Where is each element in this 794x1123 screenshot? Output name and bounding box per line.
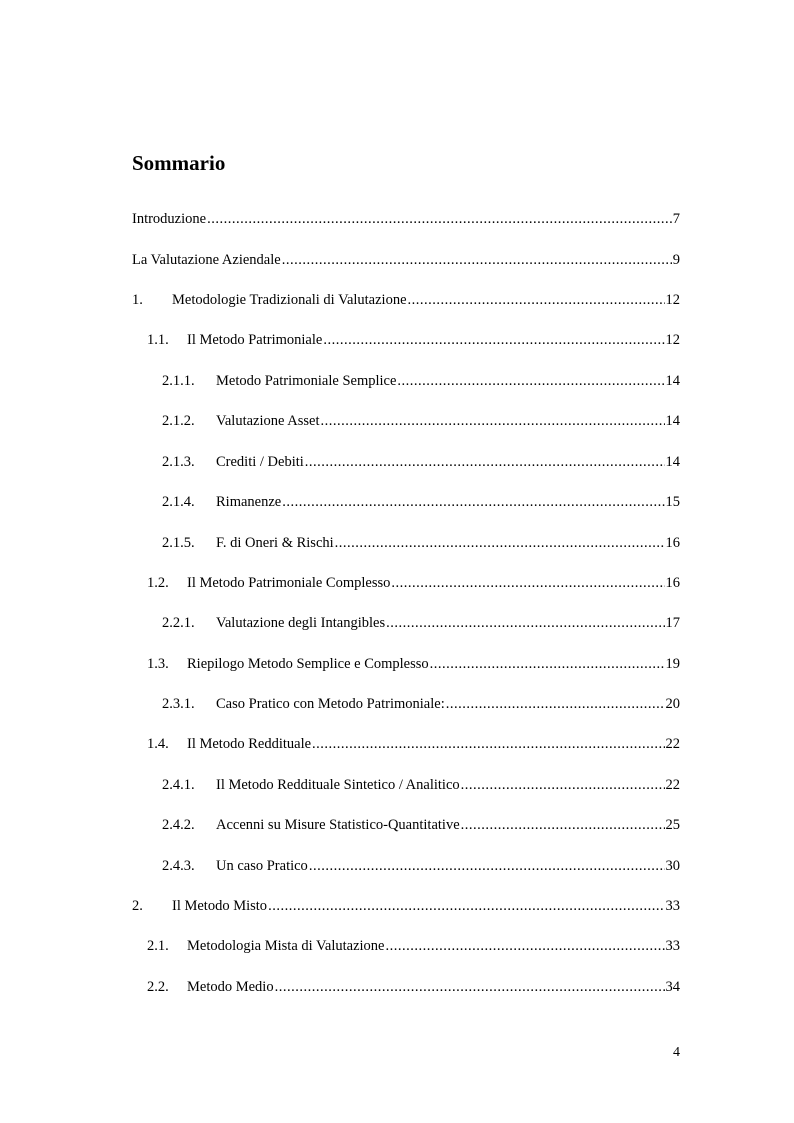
toc-entry-page: 19 xyxy=(665,656,680,672)
toc-entry[interactable] xyxy=(162,493,680,511)
toc-entry[interactable] xyxy=(162,695,680,713)
toc-entry-page: 12 xyxy=(665,332,680,348)
toc-entry-page: 14 xyxy=(665,454,680,470)
toc-entry-label: Il Metodo Misto xyxy=(172,898,268,914)
toc-entry-number: 1. xyxy=(132,292,143,308)
toc-entry-label: Metodologia Mista di Valutazione xyxy=(187,938,385,954)
toc-dot-leader xyxy=(386,614,664,632)
toc-entry-number: 2.1.4. xyxy=(162,494,195,510)
toc-entry[interactable] xyxy=(147,978,680,996)
toc-dot-leader xyxy=(321,412,665,430)
toc-entry-page: 14 xyxy=(665,373,680,389)
toc-entry-label: Caso Pratico con Metodo Patrimoniale: xyxy=(216,696,445,712)
toc-entry[interactable] xyxy=(162,372,680,390)
toc-entry-number: 2.1.2. xyxy=(162,413,195,429)
toc-entry-page: 22 xyxy=(665,736,680,752)
toc-entry-label: Accenni su Misure Statistico-Quantitative xyxy=(216,817,460,833)
toc-entry-label: F. di Oneri & Rischi xyxy=(216,535,334,551)
toc-entry-page: 30 xyxy=(665,858,680,874)
toc-entry-number: 2.3.1. xyxy=(162,696,195,712)
toc-entry-number: 2.2. xyxy=(147,979,169,995)
toc-entry[interactable] xyxy=(162,614,680,632)
toc-entry-page: 9 xyxy=(672,252,680,268)
toc-entry-page: 14 xyxy=(665,413,680,429)
toc-entry-label: Introduzione xyxy=(132,211,207,227)
toc-dot-leader xyxy=(385,937,664,955)
toc-entry-label: Il Metodo Reddituale xyxy=(187,736,312,752)
toc-entry-page: 12 xyxy=(665,292,680,308)
toc-entry-label: Il Metodo Patrimoniale xyxy=(187,332,323,348)
toc-entry-label: Valutazione Asset xyxy=(216,413,320,429)
toc-entry-page: 17 xyxy=(665,615,680,631)
toc-entry-number: 1.1. xyxy=(147,332,169,348)
toc-entry-label: Il Metodo Reddituale Sintetico / Analitico xyxy=(216,777,460,793)
toc-dot-leader xyxy=(461,816,665,834)
toc-entry[interactable] xyxy=(162,816,680,834)
toc-dot-leader xyxy=(461,776,665,794)
toc-entry-number: 1.4. xyxy=(147,736,169,752)
toc-entry-page: 7 xyxy=(672,211,680,227)
toc-entry-label: Metodologie Tradizionali di Valutazione xyxy=(172,292,407,308)
toc-entry[interactable] xyxy=(132,210,680,228)
toc-entry[interactable] xyxy=(162,857,680,875)
toc-entry-number: 2.4.3. xyxy=(162,858,195,874)
toc-entry[interactable] xyxy=(162,776,680,794)
toc-entry-number: 2.1.3. xyxy=(162,454,195,470)
toc-entry-number: 2.1.5. xyxy=(162,535,195,551)
toc-entry-label: Rimanenze xyxy=(216,494,282,510)
page-title: Sommario xyxy=(132,151,226,175)
toc-entry-number: 2.4.2. xyxy=(162,817,195,833)
toc-dot-leader xyxy=(282,493,664,511)
toc-entry[interactable] xyxy=(147,331,680,349)
toc-dot-leader xyxy=(305,453,665,471)
toc-entry-page: 33 xyxy=(665,938,680,954)
toc-entry-page: 20 xyxy=(665,696,680,712)
toc-entry[interactable] xyxy=(132,251,680,269)
toc-dot-leader xyxy=(312,735,664,753)
toc-entry-label: Metodo Medio xyxy=(187,979,274,995)
toc-entry[interactable] xyxy=(147,735,680,753)
toc-entry-number: 2.1. xyxy=(147,938,169,954)
toc-entry-page: 33 xyxy=(665,898,680,914)
toc-entry-page: 22 xyxy=(665,777,680,793)
toc-entry-page: 34 xyxy=(665,979,680,995)
toc-entry-page: 16 xyxy=(665,575,680,591)
toc-entry-label: Valutazione degli Intangibles xyxy=(216,615,386,631)
toc-entry-number: 2. xyxy=(132,898,143,914)
toc-entry[interactable] xyxy=(132,291,680,309)
toc-dot-leader xyxy=(309,857,665,875)
toc-dot-leader xyxy=(207,210,672,228)
toc-entry-number: 2.1.1. xyxy=(162,373,195,389)
toc-entry[interactable] xyxy=(162,453,680,471)
toc-entry-label: Un caso Pratico xyxy=(216,858,308,874)
toc-entry-number: 1.2. xyxy=(147,575,169,591)
toc-dot-leader xyxy=(335,534,665,552)
toc-entry[interactable] xyxy=(162,412,680,430)
toc-entry-number: 1.3. xyxy=(147,656,169,672)
toc-entry-label: Crediti / Debiti xyxy=(216,454,304,470)
toc-entry-page: 15 xyxy=(665,494,680,510)
toc-dot-leader xyxy=(446,695,665,713)
toc-dot-leader xyxy=(391,574,664,592)
toc-dot-leader xyxy=(268,897,664,915)
toc-entry[interactable] xyxy=(162,534,680,552)
page-number: 4 xyxy=(673,1045,680,1060)
toc-entry[interactable] xyxy=(147,574,680,592)
toc-dot-leader xyxy=(397,372,664,390)
toc-dot-leader xyxy=(282,251,672,269)
toc-entry-label: La Valutazione Aziendale xyxy=(132,252,281,268)
toc-dot-leader xyxy=(408,291,665,309)
toc-entry-page: 16 xyxy=(665,535,680,551)
toc-entry-label: Riepilogo Metodo Semplice e Complesso xyxy=(187,656,429,672)
toc-entry[interactable] xyxy=(147,655,680,673)
toc-entry-label: Metodo Patrimoniale Semplice xyxy=(216,373,397,389)
toc-dot-leader xyxy=(430,655,665,673)
toc-entry-number: 2.2.1. xyxy=(162,615,195,631)
toc-dot-leader xyxy=(275,978,665,996)
toc-entry-page: 25 xyxy=(665,817,680,833)
toc-entry[interactable] xyxy=(132,897,680,915)
toc-entry[interactable] xyxy=(147,937,680,955)
toc-entry-number: 2.4.1. xyxy=(162,777,195,793)
toc-dot-leader xyxy=(323,331,664,349)
toc-entry-label: Il Metodo Patrimoniale Complesso xyxy=(187,575,391,591)
